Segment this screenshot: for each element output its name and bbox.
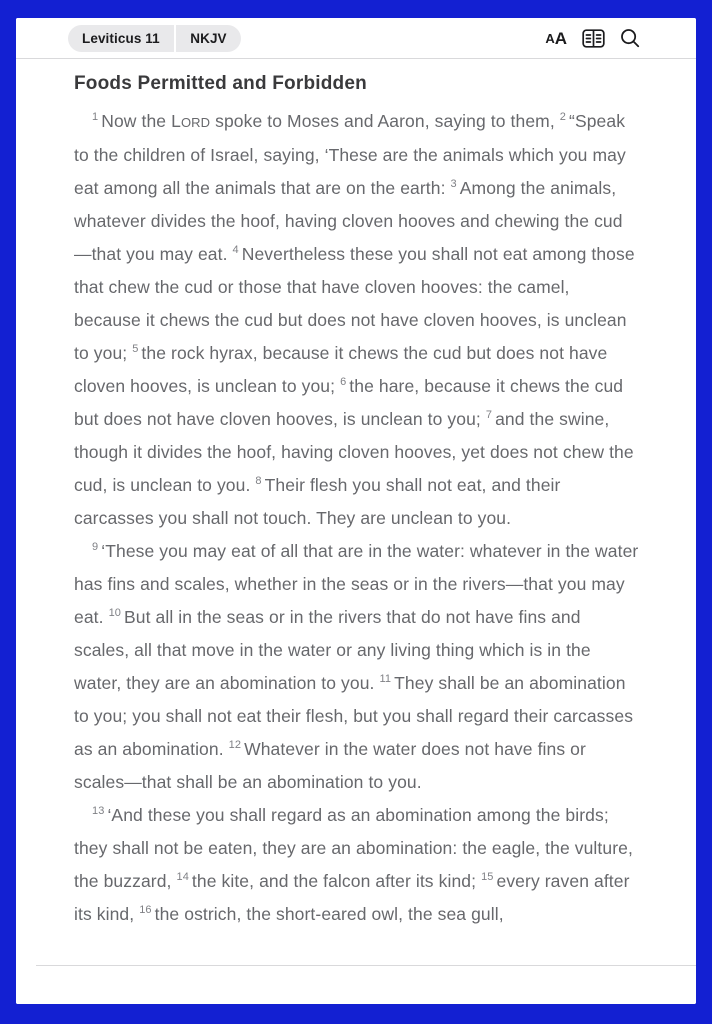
verse-number: 10 xyxy=(108,607,121,619)
verse-text[interactable]: the kite, and the falcon after its kind; xyxy=(191,871,477,891)
verse-text[interactable]: the hare, because it chews the cud but does not have cloven hooves, is unclean to you; xyxy=(74,376,624,429)
smallcaps-word: LORD xyxy=(171,111,211,131)
verse-paragraph xyxy=(74,535,640,799)
verse-text[interactable]: the ostrich, the short-eared owl, the sea gull, xyxy=(154,904,504,924)
verse-number: 16 xyxy=(139,904,152,916)
verse-text[interactable]: Among the animals, whatever divides the hoof, having cloven hooves and chewing the cud—that you may eat. xyxy=(74,178,623,264)
verse-number: 9 xyxy=(92,541,99,553)
verse-number: 5 xyxy=(132,343,139,355)
verse-number: 12 xyxy=(228,739,242,751)
verse-text[interactable]: ‘And these you shall regard as an abomination among the birds; they shall not be eaten, they are an abomination: the eagle, the vulture, the buzzard, xyxy=(74,805,633,891)
text-size-icon: A xyxy=(545,30,555,46)
top-toolbar xyxy=(16,18,696,59)
verse-number: 6 xyxy=(340,376,347,388)
verse-number: 11 xyxy=(379,673,392,685)
open-book-icon xyxy=(582,29,605,48)
verse-text[interactable]: Their flesh you shall not eat, and their carcasses you shall not touch. They are unclean to you. xyxy=(74,475,561,528)
verse-text[interactable]: Whatever in the water does not have fins or scales—that shall be an abomination to you. xyxy=(74,739,586,792)
version-button[interactable]: NKJV xyxy=(176,25,240,52)
search-button[interactable] xyxy=(620,28,640,48)
verse-text[interactable]: ‘These you may eat of all that are in the water: whatever in the water has fins and scales, whether in the seas or in the rivers—that you may eat. xyxy=(74,541,639,627)
verse-text[interactable]: and the swine, though it divides the hoof, having cloven hooves, yet does not chew the cud, is unclean to you. xyxy=(74,409,634,495)
verse-number: 1 xyxy=(92,111,99,123)
verse-text[interactable]: “Speak to the children of Israel, saying, ‘These are the animals which you may eat among all the animals that are on the earth: xyxy=(74,111,626,198)
verse-number: 14 xyxy=(176,871,189,883)
verse-number: 3 xyxy=(450,178,457,190)
verse-paragraph xyxy=(74,799,640,931)
verse-text[interactable]: Now the LORD spoke to Moses and Aaron, saying to them, xyxy=(101,111,555,131)
toolbar-actions xyxy=(545,28,640,48)
scripture xyxy=(74,105,640,931)
section-heading: Foods Permitted and Forbidden xyxy=(74,73,367,94)
footer-bar xyxy=(16,966,696,1004)
reader-page xyxy=(16,18,696,1004)
verse-number: 8 xyxy=(255,475,262,487)
verse-text[interactable]: the rock hyrax, because it chews the cud but does not have cloven hooves, is unclean to you; xyxy=(74,343,608,396)
verse-text[interactable]: But all in the seas or in the rivers that do not have fins and scales, all that move in the water or any living thing which is in the water, they are an abomination to you. xyxy=(74,607,591,693)
verse-text[interactable]: every raven after its kind, xyxy=(74,871,630,924)
verse-number: 15 xyxy=(481,871,494,883)
text-size-button[interactable]: A A xyxy=(545,28,567,48)
verse-number: 2 xyxy=(559,111,567,123)
book-chapter-button[interactable]: Leviticus 11 xyxy=(68,25,174,52)
verse-number: 7 xyxy=(485,409,493,421)
book-version-selector xyxy=(68,25,241,52)
verse-number: 13 xyxy=(92,805,105,817)
verse-text[interactable]: Nevertheless these you shall not eat among those that chew the cud or those that have cloven hooves: the camel, because it chews the cud but does not have cloven hooves, is unclean to you; xyxy=(74,244,635,363)
verse-number: 4 xyxy=(232,244,239,256)
scripture-scroll-area[interactable] xyxy=(16,59,696,966)
search-icon xyxy=(620,28,640,48)
verse-text[interactable]: They shall be an abomination to you; you shall not eat their flesh, but you shall regard their carcasses as an abomination. xyxy=(74,673,634,759)
reader-settings-button[interactable] xyxy=(582,29,605,48)
verse-paragraph xyxy=(74,105,640,535)
